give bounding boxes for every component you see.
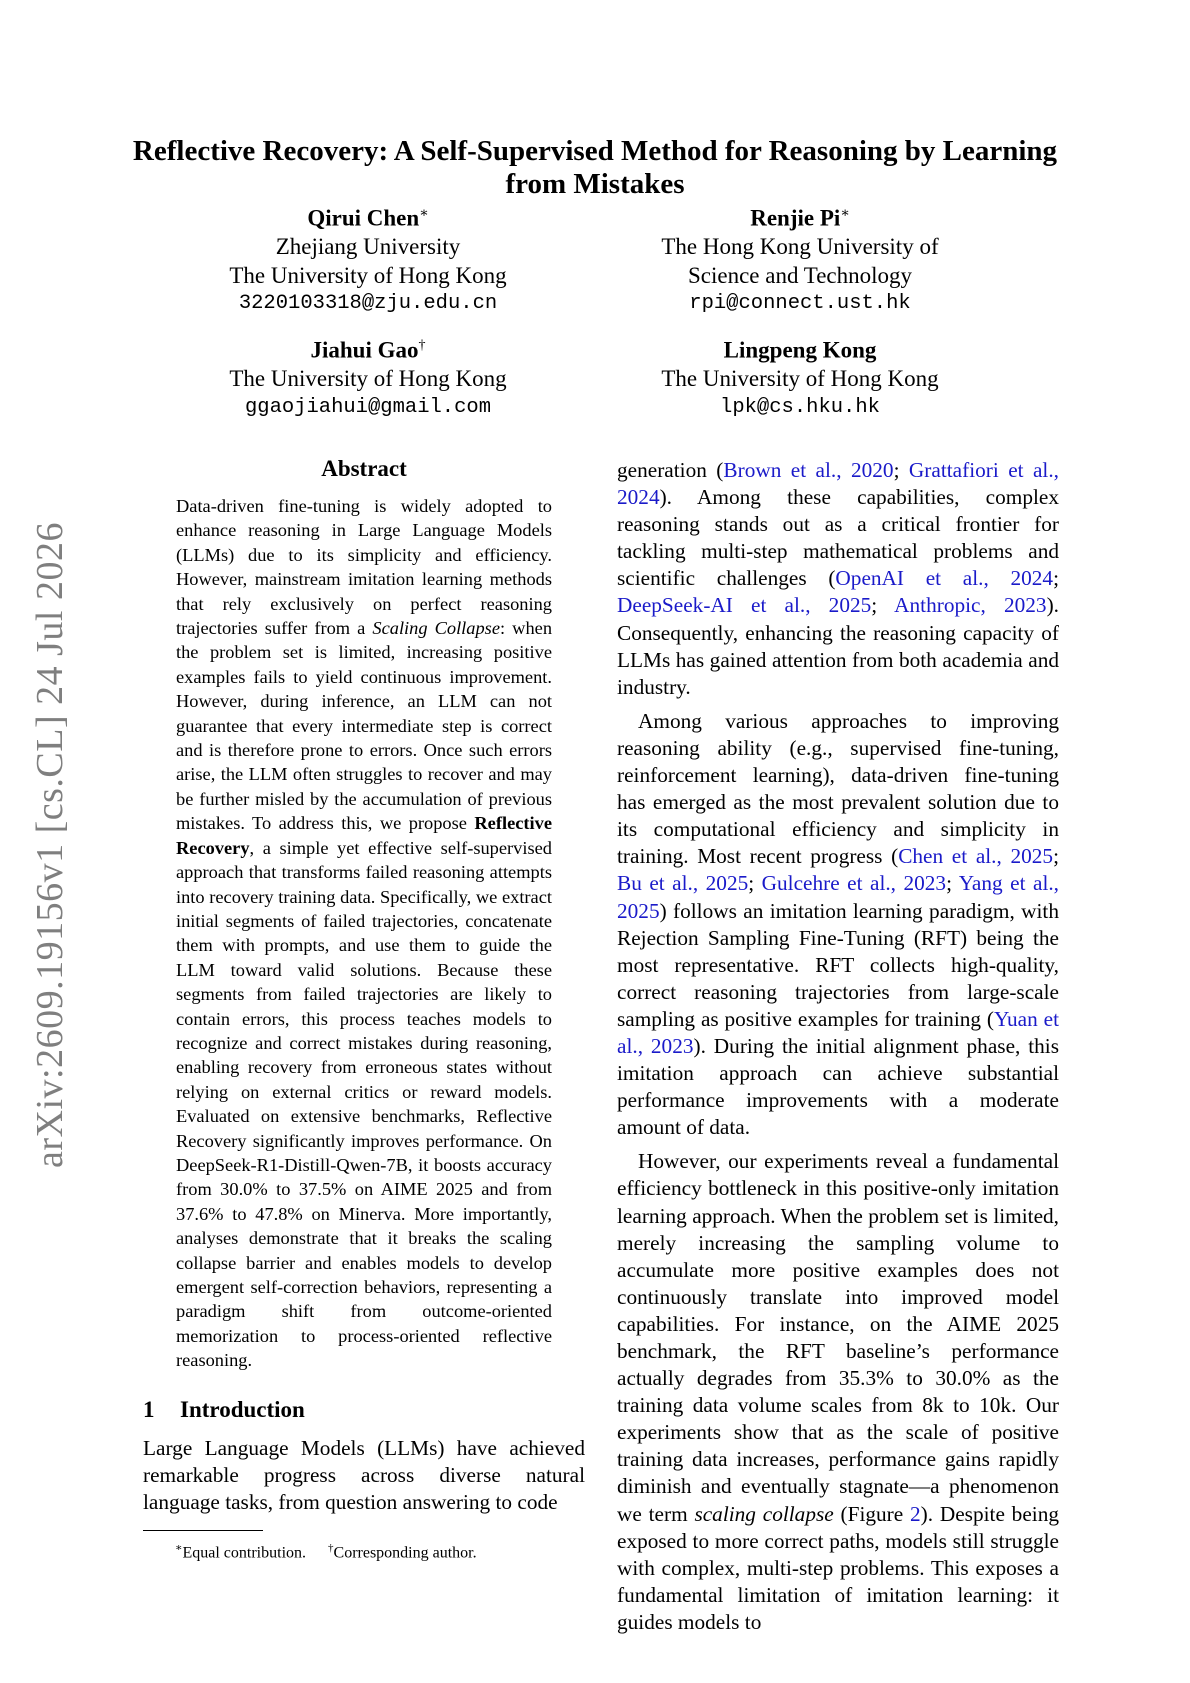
author-block-2 <box>620 200 980 319</box>
author-mark: † <box>418 338 426 353</box>
text: ; <box>893 458 909 482</box>
text: ). During the initial alignment phase, this imitation approach can achieve substantial performance improvements with a moderate amount of data. <box>617 1033 1059 1140</box>
text: ; <box>946 871 959 896</box>
method-name: Reflective Recovery <box>176 813 552 858</box>
author-affiliation: Zhejiang University <box>275 234 461 260</box>
text: ; <box>748 871 762 896</box>
text: ) follows an imitation learning paradigm, with Rejection Sampling Fine-Tuning (RFT) being the most representative. RFT collects high-quality, correct reasoning trajectories from large-scale sampling as positive examples for training ( <box>617 898 1059 1031</box>
section-heading <box>143 1397 305 1423</box>
abstract-body <box>176 494 552 1373</box>
arxiv-identifier: arXiv:2609.19156v1 [cs.CL] 24 Jul 2026 <box>29 522 71 1168</box>
paragraph <box>617 708 1059 1142</box>
citation-link[interactable]: Grattafiori et al., 2024 <box>617 458 1059 510</box>
author-affiliation: The University of Hong Kong <box>229 366 507 392</box>
abstract-text: Data-driven fine-tuning is widely adopted to enhance reasoning in Large Language Models (LLMs) due to its simplicity and efficiency. However, mainstream imitation learning methods that rely exclusively on perfect reasoning trajectories suffer from a <box>176 496 552 639</box>
citation-link[interactable]: Chen et al., 2025 <box>898 844 1054 869</box>
footnote-text: Equal contribution. <box>182 1544 307 1562</box>
author-name: Qirui Chen <box>307 205 420 231</box>
paragraph <box>617 457 1059 701</box>
figure-reference-link[interactable]: 2 <box>909 1501 921 1526</box>
author-block-1 <box>188 200 548 319</box>
author-affiliation: The University of Hong Kong <box>229 262 507 288</box>
author-name: Jiahui Gao <box>310 337 419 363</box>
citation-link[interactable]: Brown et al., 2020 <box>723 458 894 482</box>
citation-link[interactable]: OpenAI et al., 2024 <box>835 566 1054 591</box>
abstract-emphasis: Scaling Collapse <box>372 618 501 639</box>
author-block-4 <box>620 332 980 422</box>
author-email[interactable]: rpi@connect.ust.hk <box>689 292 911 316</box>
footnote <box>175 1538 477 1563</box>
citation-link[interactable]: Yuan et al., 2023 <box>617 1006 1059 1058</box>
abstract-text: : when the problem set is limited, increasing positive examples fails to yield continuous improvement. However, during inference, an LLM can not guarantee that every intermediate step is correct and is therefore prone to errors. Once such errors arise, the LLM often struggles to recover and may be further misled by the accumulation of previous mistakes. To address this, we propose <box>176 618 553 834</box>
footnote-text: Corresponding author. <box>333 1544 477 1562</box>
footnote-mark: † <box>328 1542 334 1554</box>
author-email[interactable]: 3220103318@zju.edu.cn <box>238 292 498 316</box>
text: ). Despite being exposed to more correct paths, models still struggle with complex, multi-step problems. This exposes a fundamental limitation of imitation learning: it guides models to <box>617 1501 1059 1634</box>
text: ). Among these capabilities, complex reasoning stands out as a critical frontier for tackling multi-step mathematical problems and scientific challenges ( <box>617 485 1059 591</box>
footnote-mark: ∗ <box>175 1542 183 1554</box>
author-affiliation: The Hong Kong University of <box>661 234 939 260</box>
author-name: Lingpeng Kong <box>723 337 877 363</box>
intro-paragraph-left <box>143 1435 585 1516</box>
text: ; <box>1053 566 1060 591</box>
citation-link[interactable]: Yang et al., 2025 <box>617 871 1060 923</box>
text: ). Consequently, enhancing the reasoning capacity of LLMs has gained attention from both academia and industry. <box>617 593 1059 699</box>
author-affiliation: Science and Technology <box>687 262 913 288</box>
text: ; <box>1053 844 1059 869</box>
paper-title: Reflective Recovery: A Self-Supervised Method for Reasoning by Learning from Mistakes <box>132 135 1058 200</box>
right-column <box>617 457 1059 1643</box>
section-number: 1 <box>143 1397 155 1422</box>
citation-link[interactable]: DeepSeek-AI et al., 2025 <box>617 593 872 618</box>
section-title: Introduction <box>180 1397 305 1422</box>
author-affiliation: The University of Hong Kong <box>661 366 939 392</box>
abstract-text: , a simple yet effective self-supervised approach that transforms failed reasoning attempts into recovery training data. Specifically, we extract initial segments of failed trajectories, concatenate them with prompts, and use them to guide the LLM toward valid solutions. Because these segments from failed trajectories are likely to contain errors, this process teaches models to recognize and correct mistakes during reasoning, enabling recovery from erroneous states without relying on external critics or reward models. Evaluated on extensive benchmarks, Reflective Recovery significantly improves performance. On DeepSeek-R1-Distill-Qwen-7B, it boosts accuracy from 30.0% to 37.5% on AIME 2025 and from 37.6% to 47.8% on Minerva. More importantly, analyses demonstrate that it breaks the scaling collapse barrier and enables models to develop emergent self-correction behaviors, representing a paradigm shift from outcome-oriented memorization to process-oriented reflective reasoning. <box>176 837 552 1371</box>
text: ; <box>871 593 895 618</box>
text: generation ( <box>617 458 724 482</box>
text: (Figure <box>833 1501 910 1526</box>
text: However, our experiments reveal a fundamental efficiency bottleneck in this positive-only imitation learning approach. When the problem set is limited, merely increasing the sampling volume to accumulate more positive examples does not continuously translate into improved model capabilities. For instance, on the AIME 2025 benchmark, the RFT baseline’s performance actually degrades from 35.3% to 30.0% as the training data volume scales from 8k to 10k. Our experiments show that as the scale of positive training data increases, performance gains rapidly diminish and eventually stagnate—a phenomenon we term <box>617 1149 1059 1526</box>
citation-link[interactable]: Bu et al., 2025 <box>617 871 749 896</box>
author-name: Renjie Pi <box>750 205 841 231</box>
author-mark: ∗ <box>840 206 850 221</box>
emphasis: scaling collapse <box>694 1501 834 1526</box>
author-email[interactable]: ggaojiahui@gmail.com <box>244 395 492 419</box>
paragraph <box>617 1148 1059 1636</box>
author-email[interactable]: lpk@cs.hku.hk <box>720 395 880 419</box>
intro-text: Large Language Models (LLMs) have achieved remarkable progress across diverse natural language tasks, from question answering to code <box>143 1436 585 1514</box>
abstract-heading: Abstract <box>321 456 407 481</box>
footnote-divider <box>143 1530 263 1531</box>
citation-link[interactable]: Anthropic, 2023 <box>894 593 1047 618</box>
citation-link[interactable]: Gulcehre et al., 2023 <box>761 871 947 896</box>
author-block-3 <box>188 332 548 422</box>
text: Among various approaches to improving reasoning ability (e.g., supervised fine-tuning, reinforcement learning), data-driven fine-tuning has emerged as the most prevalent solution due to its computational efficiency and simplicity in training. Most recent progress ( <box>617 708 1059 869</box>
author-mark: ∗ <box>419 206 429 221</box>
